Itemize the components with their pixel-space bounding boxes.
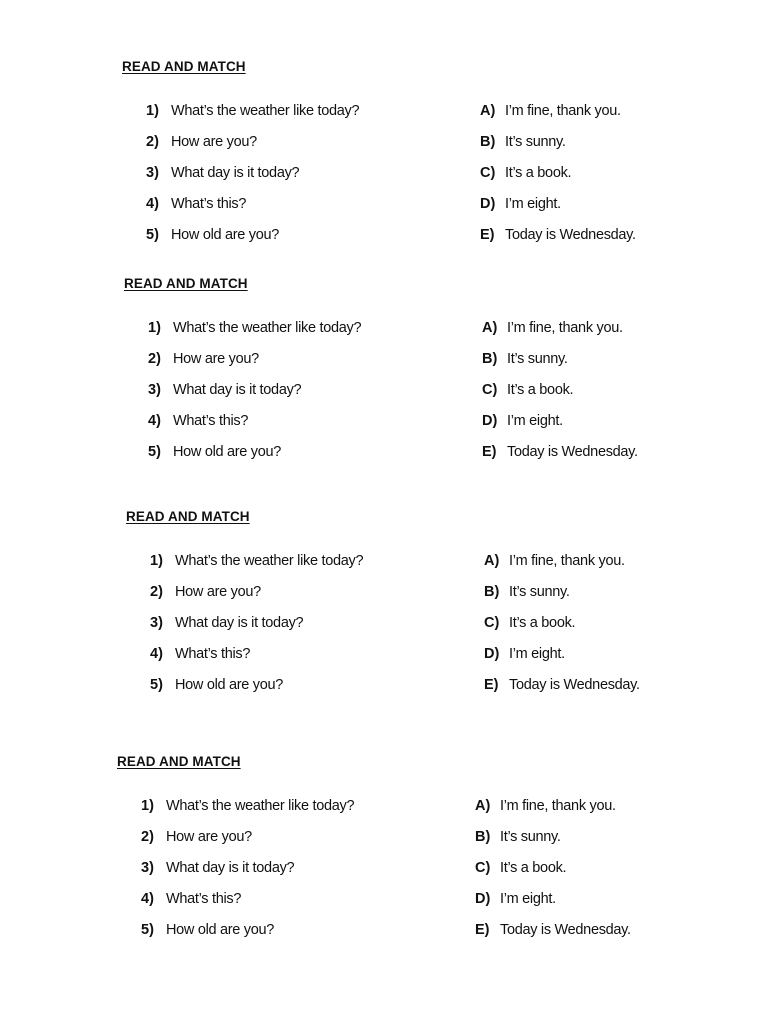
match-row [124,442,724,473]
worksheet-section-4 [117,754,717,951]
question-text: What day is it today? [175,615,304,631]
answer-text: It’s sunny. [505,134,566,150]
answer-letter: D) [475,891,491,907]
answer-letter: C) [484,615,500,631]
question-text: What’s this? [173,413,249,429]
question-number: 1) [148,320,161,336]
question-text: What’s the weather like today? [166,798,355,814]
match-row [126,582,726,613]
question-number: 3) [148,382,161,398]
answer-letter: E) [484,677,499,693]
answer-letter: D) [480,196,496,212]
answer-text: Today is Wednesday. [509,677,640,693]
question-text: What’s the weather like today? [171,103,360,119]
answer-letter: A) [482,320,498,336]
question-number: 5) [141,922,154,938]
match-row [126,644,726,675]
match-row [117,796,717,827]
question-number: 4) [150,646,163,662]
question-number: 5) [148,444,161,460]
question-text: What day is it today? [173,382,302,398]
question-number: 1) [141,798,154,814]
question-text: How old are you? [166,922,275,938]
match-row [126,675,726,706]
question-text: How are you? [175,584,261,600]
answer-letter: B) [480,134,496,150]
question-text: What’s the weather like today? [173,320,362,336]
answer-text: It’s a book. [505,165,572,181]
question-number: 3) [141,860,154,876]
answer-text: I’m eight. [509,646,565,662]
question-text: How are you? [166,829,252,845]
answer-text: I’m eight. [500,891,556,907]
question-text: What’s the weather like today? [175,553,364,569]
question-number: 5) [150,677,163,693]
answer-text: I’m eight. [507,413,563,429]
answer-letter: A) [480,103,496,119]
answer-text: Today is Wednesday. [505,227,636,243]
answer-text: It’s a book. [507,382,574,398]
match-items [117,796,717,951]
answer-letter: E) [482,444,497,460]
match-row [117,858,717,889]
question-text: What’s this? [171,196,247,212]
match-row [117,889,717,920]
answer-letter: A) [484,553,500,569]
question-text: What day is it today? [171,165,300,181]
match-row [122,225,722,256]
answer-letter: C) [475,860,491,876]
answer-text: It’s sunny. [507,351,568,367]
answer-letter: C) [482,382,498,398]
question-number: 2) [148,351,161,367]
answer-letter: D) [484,646,500,662]
match-items [126,551,726,706]
worksheet-section-2 [124,276,724,473]
answer-text: I’m eight. [505,196,561,212]
answer-text: I’m fine, thank you. [507,320,623,336]
answer-letter: E) [475,922,490,938]
match-row [124,318,724,349]
answer-text: I’m fine, thank you. [500,798,616,814]
section-heading: READ AND MATCH [117,754,241,769]
answer-letter: E) [480,227,495,243]
section-heading: READ AND MATCH [122,59,246,74]
question-text: What’s this? [175,646,251,662]
question-number: 4) [141,891,154,907]
match-items [124,318,724,473]
question-text: What’s this? [166,891,242,907]
answer-text: Today is Wednesday. [500,922,631,938]
match-row [122,194,722,225]
answer-letter: D) [482,413,498,429]
match-row [122,101,722,132]
answer-text: I’m fine, thank you. [509,553,625,569]
answer-text: Today is Wednesday. [507,444,638,460]
section-heading: READ AND MATCH [124,276,248,291]
question-text: How are you? [173,351,259,367]
answer-text: It’s sunny. [509,584,570,600]
question-number: 1) [146,103,159,119]
question-number: 4) [148,413,161,429]
question-text: How old are you? [171,227,280,243]
answer-text: It’s sunny. [500,829,561,845]
question-number: 2) [146,134,159,150]
answer-text: It’s a book. [509,615,576,631]
match-row [126,551,726,582]
match-row [122,132,722,163]
match-items [122,101,722,256]
question-number: 2) [150,584,163,600]
question-number: 2) [141,829,154,845]
question-text: How are you? [171,134,257,150]
match-row [122,163,722,194]
match-row [117,827,717,858]
question-number: 3) [150,615,163,631]
worksheet-section-3 [126,509,726,706]
match-row [124,380,724,411]
answer-letter: B) [482,351,498,367]
match-row [124,411,724,442]
answer-letter: B) [475,829,491,845]
answer-letter: B) [484,584,500,600]
answer-text: It’s a book. [500,860,567,876]
answer-letter: C) [480,165,496,181]
question-text: How old are you? [175,677,284,693]
match-row [126,613,726,644]
question-number: 1) [150,553,163,569]
match-row [117,920,717,951]
question-number: 4) [146,196,159,212]
question-number: 3) [146,165,159,181]
answer-text: I’m fine, thank you. [505,103,621,119]
question-number: 5) [146,227,159,243]
match-row [124,349,724,380]
question-text: What day is it today? [166,860,295,876]
question-text: How old are you? [173,444,282,460]
answer-letter: A) [475,798,491,814]
worksheet-section-1 [122,59,722,256]
section-heading: READ AND MATCH [126,509,250,524]
